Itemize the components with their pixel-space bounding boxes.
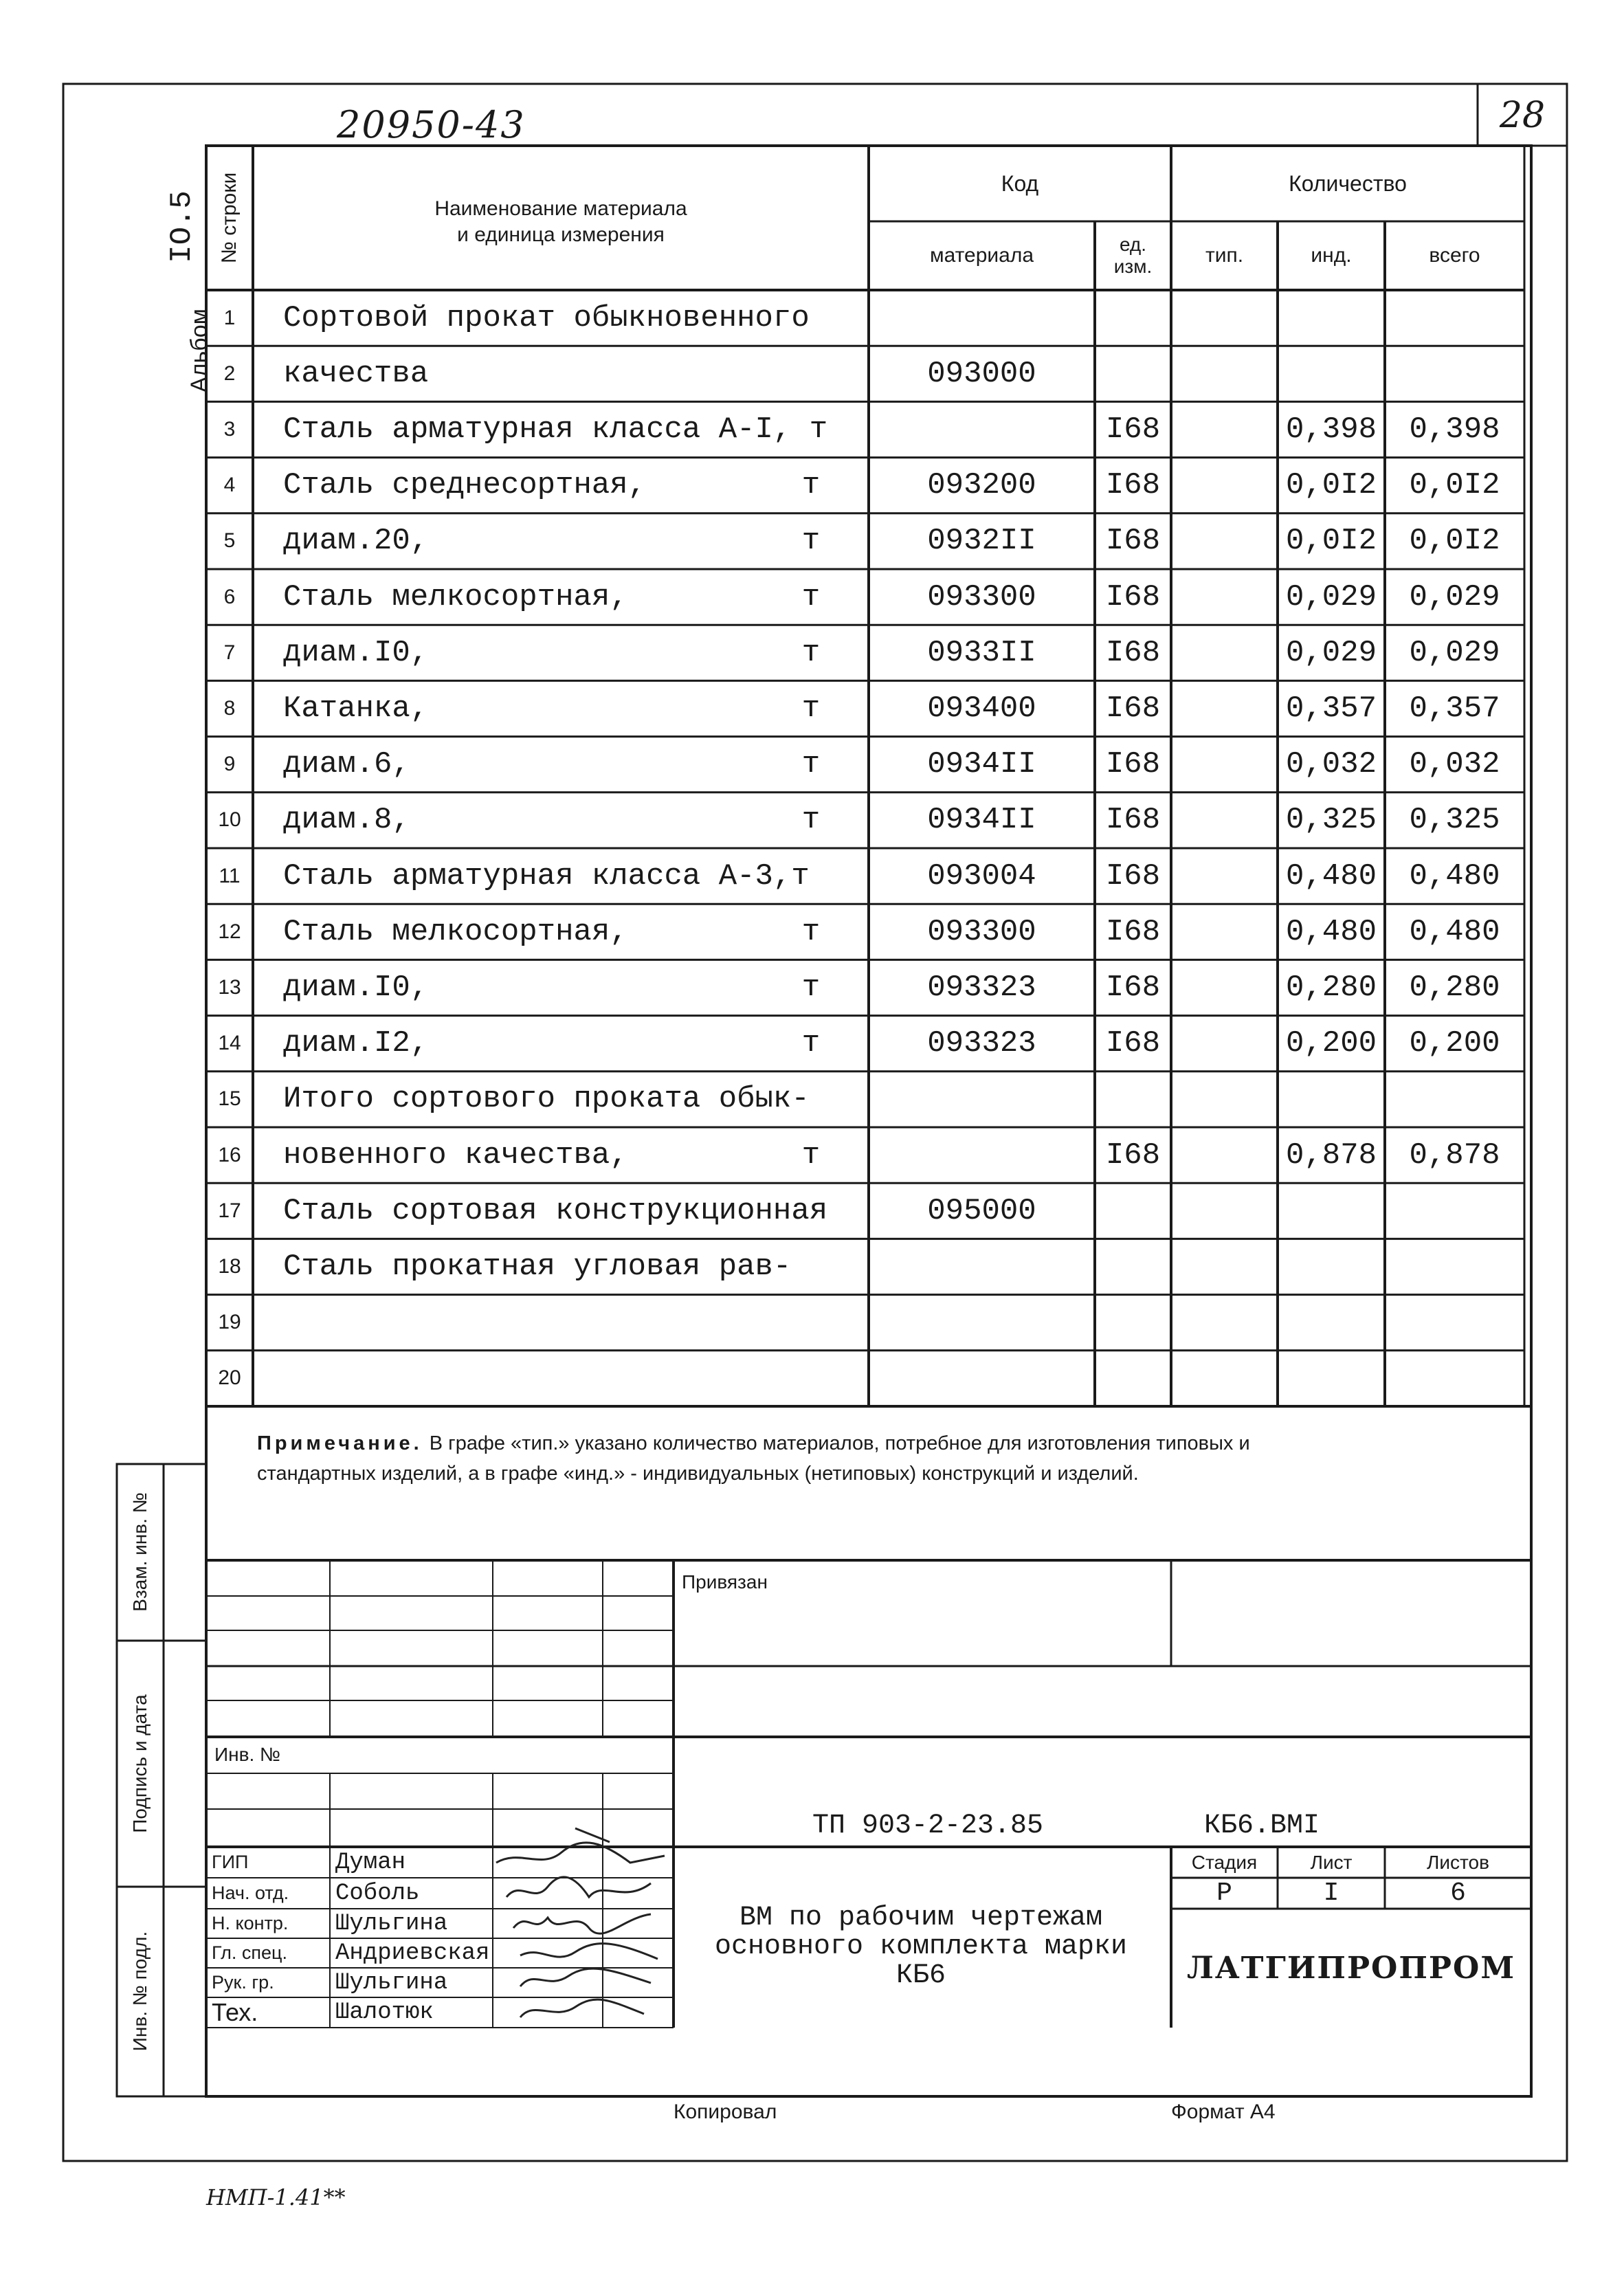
cell-typ xyxy=(1171,290,1278,346)
cell-no: 12 xyxy=(218,920,241,943)
cell-total: 0,200 xyxy=(1409,1026,1500,1061)
cell-total: 0,878 xyxy=(1409,1138,1500,1173)
header-code: Код xyxy=(1001,170,1039,196)
person-name: Думан xyxy=(335,1849,406,1876)
cell-ind: 0,0I2 xyxy=(1285,468,1377,503)
cell-total: 0,029 xyxy=(1409,635,1500,670)
document-mark: КБ6.ВМI xyxy=(1204,1810,1320,1841)
cell-no: 19 xyxy=(218,1311,241,1334)
cell-no: 18 xyxy=(218,1254,241,1278)
cell-code xyxy=(869,401,1095,457)
cell-total xyxy=(1385,290,1524,346)
cell-typ xyxy=(1171,1016,1278,1072)
cell-total: 0,398 xyxy=(1409,412,1500,447)
cell-total xyxy=(1385,346,1524,401)
cell-unit xyxy=(1095,1072,1171,1127)
cell-typ xyxy=(1171,1072,1278,1127)
cell-name: Сталь мелкосортная, xyxy=(283,579,628,614)
document-code: 20950-43 xyxy=(337,103,526,146)
signature-nach-otd xyxy=(507,1877,651,1897)
header-qty-typ: тип. xyxy=(1205,244,1244,267)
person-name: Шульгина xyxy=(335,1910,448,1937)
organization: ЛАТГИПРОПРОМ xyxy=(1186,1951,1516,1986)
cell-ind: 0,280 xyxy=(1285,970,1377,1005)
cell-total xyxy=(1385,1072,1524,1127)
copied-label: Копировал xyxy=(674,2100,777,2123)
cell-unit-mark: т xyxy=(801,524,821,559)
cell-ind xyxy=(1278,1072,1385,1127)
header-row-no: № строки xyxy=(218,172,241,264)
cell-unit: I68 xyxy=(1105,412,1161,447)
stage-label: Стадия xyxy=(1191,1851,1258,1873)
cell-total xyxy=(1385,1239,1524,1294)
cell-code: 0934II xyxy=(927,747,1036,782)
person-name: Шалотюк xyxy=(335,1999,434,2026)
cell-code: 093323 xyxy=(927,970,1036,1005)
cell-ind xyxy=(1278,1239,1385,1294)
cell-no: 10 xyxy=(218,808,241,832)
cell-typ xyxy=(1171,680,1278,736)
cell-ind: 0,029 xyxy=(1285,635,1377,670)
cell-ind: 0,357 xyxy=(1285,691,1377,726)
cell-total: 0,480 xyxy=(1409,858,1500,894)
cell-code: 093323 xyxy=(927,1026,1036,1061)
cell-code xyxy=(869,1351,1095,1406)
signature-n-kontr xyxy=(513,1914,651,1933)
cell-unit xyxy=(1095,1295,1171,1351)
cell-code: 0932II xyxy=(927,524,1036,559)
person-role: Нач. отд. xyxy=(212,1883,289,1903)
cell-ind: 0,0I2 xyxy=(1285,524,1377,559)
cell-code: 095000 xyxy=(927,1193,1036,1228)
cell-no: 6 xyxy=(223,585,236,608)
cell-name xyxy=(253,1351,869,1406)
person-role: Гл. спец. xyxy=(212,1942,287,1963)
cell-unit-mark: т xyxy=(801,970,821,1005)
cell-name: Катанка, xyxy=(283,691,429,726)
sheet-number: 28 xyxy=(1499,95,1546,136)
cell-total: 0,480 xyxy=(1409,914,1500,949)
cell-unit-mark xyxy=(790,1239,832,1294)
cell-name: Сталь прокатная угловая рав- xyxy=(283,1249,792,1284)
cell-unit: I68 xyxy=(1105,747,1161,782)
album-number: IO.5 xyxy=(165,190,199,263)
cell-name: Сортовой прокат обыкновенного xyxy=(283,300,810,335)
cell-typ xyxy=(1171,513,1278,569)
cell-ind xyxy=(1278,346,1385,401)
cell-typ xyxy=(1171,960,1278,1015)
cell-ind xyxy=(1278,290,1385,346)
cell-name: качества xyxy=(283,356,429,391)
note xyxy=(257,1428,1267,1489)
cell-unit-mark xyxy=(790,1072,832,1127)
format-label: Формат А4 xyxy=(1171,2100,1276,2123)
cell-ind: 0,200 xyxy=(1285,1026,1377,1061)
cell-typ xyxy=(1171,346,1278,401)
cell-typ xyxy=(1171,1351,1278,1406)
cell-code xyxy=(869,1072,1095,1127)
cell-name: Сталь арматурная класса А-I, т xyxy=(283,412,828,447)
cell-name: Итого сортового проката обык- xyxy=(283,1082,810,1117)
signature-teh xyxy=(520,1999,644,2017)
cell-total xyxy=(1385,1295,1524,1351)
stamp-inv-podl: Инв. № подл. xyxy=(129,1931,151,2052)
cell-total xyxy=(1385,1183,1524,1239)
cell-unit xyxy=(1095,1239,1171,1294)
cell-unit: I68 xyxy=(1105,803,1161,838)
cell-code xyxy=(869,1239,1095,1294)
signature-ruk-gr xyxy=(520,1969,651,1986)
cell-code: 093000 xyxy=(927,356,1036,391)
cell-name: Сталь сортовая конструкционная xyxy=(283,1193,828,1228)
cell-typ xyxy=(1171,625,1278,680)
cell-ind: 0,398 xyxy=(1285,412,1377,447)
cell-unit-mark: т xyxy=(801,468,821,503)
cell-name: новенного качества, xyxy=(283,1138,628,1173)
cell-code: 093300 xyxy=(927,914,1036,949)
cell-no: 11 xyxy=(219,864,241,887)
stage-value: Р xyxy=(1216,1878,1232,1908)
cell-typ xyxy=(1171,848,1278,904)
inv-no-label: Инв. № xyxy=(214,1744,281,1765)
cell-name xyxy=(253,1295,869,1351)
header-material-name: Наименование материала и единица измерения xyxy=(434,197,687,246)
cell-code: 093200 xyxy=(927,468,1036,503)
cell-ind: 0,480 xyxy=(1285,858,1377,894)
sheets-value: 6 xyxy=(1450,1878,1466,1908)
cell-unit-mark: т xyxy=(801,635,821,670)
cell-name: диам.8, xyxy=(283,803,410,838)
cell-unit: I68 xyxy=(1105,914,1161,949)
cell-ind xyxy=(1278,1295,1385,1351)
cell-no: 9 xyxy=(223,753,236,776)
cell-no: 15 xyxy=(218,1087,241,1111)
cell-code: 0933II xyxy=(927,635,1036,670)
person-role: Н. контр. xyxy=(212,1913,289,1933)
cell-ind xyxy=(1278,1183,1385,1239)
cell-no: 20 xyxy=(218,1366,241,1390)
cell-code: 093300 xyxy=(927,579,1036,614)
cell-name: Сталь арматурная класса А-3,т xyxy=(283,858,810,894)
cell-total: 0,0I2 xyxy=(1409,468,1500,503)
header-quantity: Количество xyxy=(1289,170,1407,196)
cell-typ xyxy=(1171,458,1278,513)
cell-unit-mark: т xyxy=(801,579,821,614)
cell-no: 1 xyxy=(223,306,236,329)
cell-name: диам.6, xyxy=(283,747,410,782)
stamp-vzam-inv: Взам. инв. № xyxy=(129,1492,151,1612)
cell-no: 4 xyxy=(223,474,236,497)
cell-unit-mark xyxy=(790,1295,832,1351)
cell-unit xyxy=(1095,346,1171,401)
cell-unit: I68 xyxy=(1105,1026,1161,1061)
cell-unit-mark: т xyxy=(801,747,821,782)
header-code-material: материала xyxy=(929,244,1034,267)
signature-gl-spec xyxy=(520,1944,658,1959)
person-name: Шульгина xyxy=(335,1969,448,1996)
cell-code: 093004 xyxy=(927,858,1036,894)
cell-no: 16 xyxy=(218,1143,241,1166)
cell-code xyxy=(869,1127,1095,1183)
cell-total: 0,280 xyxy=(1409,970,1500,1005)
cell-unit: I68 xyxy=(1105,468,1161,503)
person-role: Рук. гр. xyxy=(212,1972,274,1993)
cell-total: 0,032 xyxy=(1409,747,1500,782)
cell-unit: I68 xyxy=(1105,858,1161,894)
cell-no: 5 xyxy=(223,529,236,553)
note-label: Примечание. xyxy=(257,1432,423,1454)
header-qty-total: всего xyxy=(1429,244,1480,267)
cell-ind xyxy=(1278,1351,1385,1406)
cell-typ xyxy=(1171,1183,1278,1239)
header-code-unit: ед. изм. xyxy=(1113,234,1153,277)
header-qty-ind: инд. xyxy=(1311,244,1352,267)
album-label: Альбом xyxy=(186,309,212,392)
person-name: Андриевская xyxy=(335,1940,490,1966)
document-title: ВМ по рабочим чертежам основного комплекта марки КБ6 xyxy=(714,1903,1128,1991)
cell-typ xyxy=(1171,737,1278,792)
cell-no: 3 xyxy=(223,417,236,441)
cell-no: 14 xyxy=(218,1032,241,1055)
cell-code xyxy=(869,290,1095,346)
designation: ТП 903-2-23.85 xyxy=(812,1810,1044,1841)
cell-unit xyxy=(1095,290,1171,346)
cell-unit-mark xyxy=(790,848,832,904)
cell-ind: 0,029 xyxy=(1285,579,1377,614)
cell-unit-mark: т xyxy=(801,691,821,726)
cell-unit-mark: т xyxy=(801,914,821,949)
cell-name: диам.I0, xyxy=(283,970,429,1005)
cell-typ xyxy=(1171,401,1278,457)
cell-unit-mark xyxy=(790,401,832,457)
cell-total: 0,029 xyxy=(1409,579,1500,614)
cell-typ xyxy=(1171,1295,1278,1351)
cell-unit-mark xyxy=(790,1351,832,1406)
cell-total: 0,325 xyxy=(1409,803,1500,838)
sheet-label: Лист xyxy=(1310,1851,1353,1873)
cell-no: 2 xyxy=(223,362,236,385)
cell-total: 0,0I2 xyxy=(1409,524,1500,559)
footer-stamp: НМП-1.41** xyxy=(206,2184,346,2210)
cell-unit: I68 xyxy=(1105,970,1161,1005)
cell-code xyxy=(869,1295,1095,1351)
cell-name: диам.20, xyxy=(283,524,429,559)
person-role: ГИП xyxy=(212,1852,249,1872)
cell-typ xyxy=(1171,1127,1278,1183)
cell-unit xyxy=(1095,1351,1171,1406)
cell-unit: I68 xyxy=(1105,524,1161,559)
signature-gip xyxy=(496,1828,665,1863)
cell-unit: I68 xyxy=(1105,635,1161,670)
cell-unit-mark: т xyxy=(801,1026,821,1061)
cell-total xyxy=(1385,1351,1524,1406)
cell-typ xyxy=(1171,569,1278,625)
person-role: Тех. xyxy=(212,1998,258,2026)
note-text: В графе «тип.» указано количество материалов, потребное для изготовления типовых и стандартных изделий, а в графе «инд.» - индивидуальных (нетиповых) конструкций и изделий. xyxy=(257,1432,1250,1485)
cell-unit-mark xyxy=(790,290,832,346)
cell-no: 8 xyxy=(223,696,236,720)
person-name: Соболь xyxy=(335,1880,420,1907)
cell-unit-mark: т xyxy=(801,1138,821,1173)
cell-ind: 0,325 xyxy=(1285,803,1377,838)
cell-ind: 0,480 xyxy=(1285,914,1377,949)
sheets-label: Листов xyxy=(1427,1851,1489,1873)
cell-unit-mark xyxy=(790,346,832,401)
stamp-podpis-data: Подпись и дата xyxy=(129,1694,151,1833)
sheet-value: I xyxy=(1323,1878,1339,1908)
cell-unit-mark xyxy=(790,1183,832,1239)
cell-typ xyxy=(1171,1239,1278,1294)
cell-no: 13 xyxy=(218,975,241,999)
cell-name: Сталь среднесортная, xyxy=(283,468,647,503)
cell-name: диам.I0, xyxy=(283,635,429,670)
cell-unit-mark: т xyxy=(801,803,821,838)
cell-no: 7 xyxy=(223,641,236,664)
signatures xyxy=(493,1815,678,2028)
cell-unit: I68 xyxy=(1105,691,1161,726)
cell-code: 093400 xyxy=(927,691,1036,726)
cell-name: диам.I2, xyxy=(283,1026,429,1061)
cell-ind: 0,878 xyxy=(1285,1138,1377,1173)
cell-typ xyxy=(1171,904,1278,960)
cell-total: 0,357 xyxy=(1409,691,1500,726)
privyazan-label: Привязан xyxy=(682,1571,768,1593)
cell-unit xyxy=(1095,1183,1171,1239)
cell-unit: I68 xyxy=(1105,1138,1161,1173)
cell-typ xyxy=(1171,792,1278,848)
cell-unit: I68 xyxy=(1105,579,1161,614)
cell-ind: 0,032 xyxy=(1285,747,1377,782)
cell-name: Сталь мелкосортная, xyxy=(283,914,628,949)
cell-code: 0934II xyxy=(927,803,1036,838)
cell-no: 17 xyxy=(218,1199,241,1222)
